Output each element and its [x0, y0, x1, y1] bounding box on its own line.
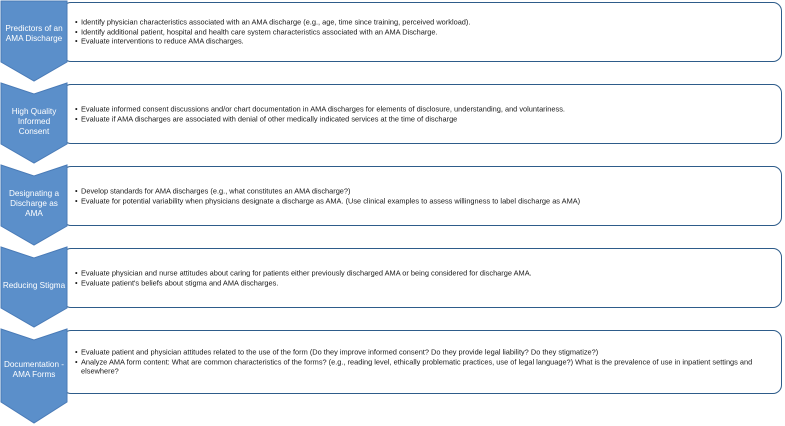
- content-box: [62, 330, 782, 394]
- bullet-item: • Evaluate informed consent discussions and/or chart documentation in AMA discharges for elements of disclosure, understanding, and voluntariness.: [75, 104, 775, 114]
- bullet-list: [75, 104, 775, 123]
- bullet-list: [75, 18, 775, 47]
- row-predictors: [0, 0, 785, 82]
- bullet-list: [75, 186, 775, 205]
- row-designating: [0, 164, 785, 246]
- chevron-shape: [0, 246, 68, 328]
- chevron-shape: [0, 328, 68, 424]
- bullet-item: • Evaluate if AMA discharges are associated with denial of other medically indicated services at the time of discharge: [75, 114, 775, 124]
- chevron-label: Documentation - AMA Forms: [3, 360, 65, 379]
- bullet-item: • Evaluate patient and physician attitudes related to the use of the form (Do they improve informed consent? Do they provide legal liability? Do they stigmatize?): [75, 348, 775, 358]
- bullet-item: • Analyze AMA form content: What are common characteristics of the forms? (e.g., reading level, ethically problematic practices, use of legal language?) What is the prevalence of use in inpatient settings and elsewhere?: [75, 357, 775, 376]
- bullet-list: [75, 268, 775, 287]
- content-box: [62, 248, 782, 308]
- chevron-label: Predictors of an AMA Discharge: [5, 24, 63, 43]
- bullet-item: • Evaluate interventions to reduce AMA discharges.: [75, 37, 775, 47]
- content-box: [62, 2, 782, 62]
- bullet-item: • Evaluate patient's beliefs about stigma and AMA discharges.: [75, 278, 775, 288]
- bullet-item: • Develop standards for AMA discharges (e.g., what constitutes an AMA discharge?): [75, 186, 775, 196]
- chevron-shape: [0, 82, 68, 164]
- row-reducing-stigma: [0, 246, 785, 328]
- bullet-item: • Evaluate for potential variability when physicians designate a discharge as AMA. (Use clinical examples to assess willingness to label discharge as AMA): [75, 196, 775, 206]
- row-informed-consent: [0, 82, 785, 164]
- chevron-shape: [0, 164, 68, 246]
- bullet-item: • Identify physician characteristics associated with an AMA discharge (e.g., age, time since training, perceived workload).: [75, 18, 775, 28]
- content-box: [62, 84, 782, 144]
- chevron-label: High Quality Informed Consent: [11, 107, 57, 136]
- row-documentation: [0, 328, 785, 410]
- bullet-item: • Identify additional patient, hospital and health care system characteristics associated with an AMA Discharge.: [75, 27, 775, 37]
- bullet-list: [75, 348, 775, 377]
- chevron-label: Reducing Stigma: [2, 281, 66, 290]
- chevron-shape: [0, 0, 68, 82]
- bullet-item: • Evaluate physician and nurse attitudes about caring for patients either previously discharged AMA or being considered for discharge AMA.: [75, 268, 775, 278]
- chevron-label: Designating a Discharge as AMA: [8, 189, 60, 218]
- content-box: [62, 166, 782, 226]
